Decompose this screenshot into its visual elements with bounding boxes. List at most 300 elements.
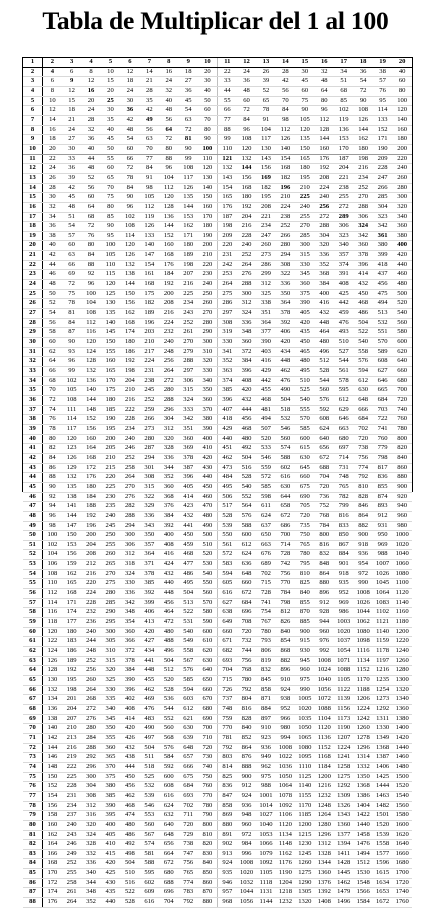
product-cell: 820: [198, 840, 217, 850]
product-cell: 228: [81, 598, 100, 608]
product-cell: 864: [315, 569, 334, 579]
product-cell: 416: [256, 357, 275, 367]
product-cell: 1596: [373, 859, 392, 869]
product-cell: 48: [42, 280, 61, 290]
product-cell: 408: [120, 704, 139, 714]
product-cell: 186: [120, 347, 139, 357]
product-cell: 1121: [373, 618, 392, 628]
product-cell: 240: [237, 241, 256, 251]
product-cell: 784: [276, 589, 295, 599]
product-cell: 1022: [276, 753, 295, 763]
product-cell: 1035: [295, 714, 314, 724]
product-cell: 819: [256, 656, 275, 666]
product-cell: 882: [276, 656, 295, 666]
product-cell: 15: [101, 77, 120, 87]
product-cell: 72: [179, 125, 198, 135]
product-cell: 440: [101, 898, 120, 908]
product-cell: 588: [237, 521, 256, 531]
product-cell: 704: [315, 473, 334, 483]
product-cell: 220: [198, 260, 217, 270]
product-cell: 738: [353, 444, 372, 454]
product-cell: 52: [256, 86, 275, 96]
product-cell: 705: [295, 502, 314, 512]
product-cell: 244: [81, 637, 100, 647]
product-cell: 864: [237, 743, 256, 753]
product-cell: 1110: [295, 762, 314, 772]
product-cell: 380: [101, 782, 120, 792]
product-cell: 264: [120, 473, 139, 483]
product-cell: 960: [237, 820, 256, 830]
product-cell: 760: [373, 434, 392, 444]
product-cell: 90: [120, 193, 139, 203]
product-cell: 250: [198, 289, 217, 299]
product-cell: 24: [81, 106, 100, 116]
product-cell: 36: [237, 77, 256, 87]
product-cell: 588: [140, 859, 159, 869]
product-cell: 525: [295, 386, 314, 396]
product-cell: 306: [179, 376, 198, 386]
product-cell: 1360: [392, 704, 412, 714]
product-cell: 1040: [315, 676, 334, 686]
product-cell: 18: [179, 67, 198, 77]
product-cell: 252: [179, 318, 198, 328]
product-cell: 913: [217, 849, 236, 859]
product-cell: 600: [198, 627, 217, 637]
product-cell: 88: [81, 260, 100, 270]
row-multiplier-cell: 52: [23, 550, 42, 560]
product-cell: 1232: [315, 791, 334, 801]
product-cell: 1036: [276, 762, 295, 772]
product-cell: 624: [237, 550, 256, 560]
product-cell: 112: [159, 183, 178, 193]
product-cell: 160: [315, 144, 334, 154]
table-row: [23, 328, 412, 338]
product-cell: 360: [295, 280, 314, 290]
product-cell: 114: [42, 598, 61, 608]
product-cell: 595: [140, 869, 159, 879]
product-cell: 690: [198, 714, 217, 724]
product-cell: 944: [315, 618, 334, 628]
product-cell: 840: [237, 724, 256, 734]
product-cell: 1500: [392, 772, 412, 782]
product-cell: 924: [237, 791, 256, 801]
product-cell: 584: [159, 753, 178, 763]
product-cell: 589: [373, 347, 392, 357]
product-cell: 1408: [315, 898, 334, 908]
product-cell: 549: [179, 637, 198, 647]
product-cell: 308: [276, 260, 295, 270]
product-cell: 182: [140, 299, 159, 309]
row-multiplier-cell: 15: [23, 193, 42, 203]
row-multiplier-cell: 72: [23, 743, 42, 753]
product-cell: 78: [120, 173, 139, 183]
product-cell: 378: [140, 569, 159, 579]
product-cell: 399: [373, 251, 392, 261]
product-cell: 108: [42, 569, 61, 579]
product-cell: 160: [159, 241, 178, 251]
product-cell: 1188: [353, 685, 372, 695]
product-cell: 650: [256, 531, 275, 541]
product-cell: 234: [120, 424, 139, 434]
table-row: [23, 849, 412, 859]
product-cell: 158: [42, 811, 61, 821]
product-cell: 1440: [392, 743, 412, 753]
product-cell: 224: [140, 357, 159, 367]
product-cell: 570: [295, 415, 314, 425]
product-cell: 121: [217, 154, 236, 164]
product-cell: 198: [62, 685, 81, 695]
product-cell: 96: [315, 106, 334, 116]
product-cell: 51: [62, 212, 81, 222]
product-cell: 135: [62, 482, 81, 492]
product-cell: 935: [217, 869, 236, 879]
product-cell: 250: [101, 531, 120, 541]
product-cell: 90: [42, 482, 61, 492]
product-cell: 528: [237, 473, 256, 483]
product-cell: 98: [42, 521, 61, 531]
product-cell: 324: [179, 395, 198, 405]
product-cell: 434: [140, 647, 159, 657]
product-cell: 33: [62, 154, 81, 164]
product-cell: 30: [42, 193, 61, 203]
product-cell: 174: [62, 608, 81, 618]
product-cell: 528: [120, 898, 139, 908]
product-cell: 156: [81, 424, 100, 434]
product-cell: 1054: [334, 647, 353, 657]
table-row: [23, 637, 412, 647]
product-cell: 816: [315, 540, 334, 550]
product-cell: 544: [334, 357, 353, 367]
product-cell: 1152: [353, 666, 372, 676]
product-cell: 825: [295, 579, 314, 589]
product-cell: 416: [315, 299, 334, 309]
product-cell: 1482: [373, 801, 392, 811]
product-cell: 216: [159, 309, 178, 319]
product-cell: 1584: [353, 898, 372, 908]
product-cell: 8: [42, 86, 61, 96]
product-cell: 1078: [276, 791, 295, 801]
product-cell: 54: [179, 106, 198, 116]
product-cell: 231: [217, 251, 236, 261]
product-cell: 396: [353, 260, 372, 270]
product-cell: 495: [179, 579, 198, 589]
table-row: [23, 222, 412, 232]
row-multiplier-cell: 82: [23, 840, 42, 850]
product-cell: 219: [62, 753, 81, 763]
product-cell: 1350: [353, 772, 372, 782]
product-cell: 558: [353, 347, 372, 357]
product-cell: 536: [159, 695, 178, 705]
product-cell: 18: [353, 58, 372, 67]
product-cell: 513: [373, 309, 392, 319]
product-cell: 468: [179, 550, 198, 560]
product-cell: 990: [353, 579, 372, 589]
product-cell: 365: [101, 753, 120, 763]
product-cell: 20: [42, 144, 61, 154]
product-cell: 112: [81, 318, 100, 328]
product-cell: 221: [256, 212, 275, 222]
product-cell: 440: [159, 579, 178, 589]
product-cell: 406: [140, 608, 159, 618]
row-multiplier-cell: 13: [23, 173, 42, 183]
product-cell: 100: [42, 531, 61, 541]
product-cell: 64: [159, 125, 178, 135]
product-cell: 348: [81, 888, 100, 898]
product-cell: 650: [198, 676, 217, 686]
product-cell: 530: [198, 560, 217, 570]
product-cell: 260: [81, 676, 100, 686]
product-cell: 860: [392, 463, 412, 473]
product-cell: 315: [101, 656, 120, 666]
product-cell: 576: [315, 395, 334, 405]
product-cell: 82: [42, 444, 61, 454]
product-cell: 1273: [373, 695, 392, 705]
product-cell: 30: [198, 77, 217, 87]
product-cell: 57: [62, 231, 81, 241]
product-cell: 497: [140, 733, 159, 743]
product-cell: 15: [62, 96, 81, 106]
product-cell: 108: [62, 395, 81, 405]
product-cell: 324: [353, 222, 372, 232]
product-cell: 616: [159, 791, 178, 801]
product-cell: 1155: [295, 791, 314, 801]
product-cell: 608: [315, 415, 334, 425]
product-cell: 1139: [334, 695, 353, 705]
product-cell: 657: [179, 753, 198, 763]
product-cell: 578: [334, 376, 353, 386]
table-row: [23, 714, 412, 724]
product-cell: 91: [140, 173, 159, 183]
product-cell: 1296: [315, 830, 334, 840]
product-cell: 560: [276, 434, 295, 444]
product-cell: 1071: [334, 656, 353, 666]
product-cell: 152: [81, 415, 100, 425]
product-cell: 666: [179, 762, 198, 772]
product-cell: 833: [334, 521, 353, 531]
product-cell: 324: [237, 309, 256, 319]
row-multiplier-cell: 9: [23, 135, 42, 145]
row-multiplier-cell: 63: [23, 656, 42, 666]
product-cell: 100: [198, 144, 217, 154]
product-cell: 300: [392, 193, 412, 203]
product-cell: 372: [237, 347, 256, 357]
product-cell: 96: [237, 125, 256, 135]
product-cell: 26: [42, 173, 61, 183]
product-cell: 72: [42, 395, 61, 405]
product-cell: 836: [217, 782, 236, 792]
product-cell: 320: [392, 202, 412, 212]
product-cell: 544: [315, 376, 334, 386]
product-cell: 171: [62, 598, 81, 608]
product-cell: 610: [198, 637, 217, 647]
product-cell: 350: [198, 386, 217, 396]
product-cell: 1102: [373, 608, 392, 618]
product-cell: 756: [353, 453, 372, 463]
product-cell: 348: [120, 608, 139, 618]
product-cell: 574: [276, 444, 295, 454]
product-cell: 702: [256, 569, 275, 579]
product-cell: 340: [198, 376, 217, 386]
product-cell: 357: [334, 251, 353, 261]
row-multiplier-cell: 37: [23, 405, 42, 415]
product-cell: 900: [392, 482, 412, 492]
product-cell: 603: [179, 695, 198, 705]
product-cell: 50: [101, 144, 120, 154]
product-cell: 255: [62, 869, 81, 879]
product-cell: 360: [237, 338, 256, 348]
product-cell: 252: [353, 183, 372, 193]
product-cell: 567: [179, 656, 198, 666]
product-cell: 1512: [353, 859, 372, 869]
product-cell: 270: [120, 482, 139, 492]
product-cell: 918: [334, 569, 353, 579]
product-cell: 86: [42, 463, 61, 473]
row-multiplier-cell: 66: [23, 685, 42, 695]
product-cell: 444: [120, 762, 139, 772]
product-cell: 104: [159, 173, 178, 183]
table-row: [23, 270, 412, 280]
product-cell: 150: [42, 772, 61, 782]
product-cell: 6: [120, 58, 139, 67]
product-cell: 108: [120, 222, 139, 232]
row-multiplier-cell: 41: [23, 444, 42, 454]
product-cell: 235: [101, 502, 120, 512]
product-cell: 342: [179, 415, 198, 425]
product-cell: 590: [198, 618, 217, 628]
product-cell: 120: [42, 627, 61, 637]
product-cell: 1100: [392, 579, 412, 589]
product-cell: 406: [276, 328, 295, 338]
product-cell: 456: [159, 598, 178, 608]
product-cell: 152: [373, 125, 392, 135]
product-cell: 344: [159, 463, 178, 473]
product-cell: 1026: [353, 598, 372, 608]
product-cell: 240: [315, 193, 334, 203]
multiplication-table: [23, 58, 412, 908]
row-multiplier-cell: 34: [23, 376, 42, 386]
product-cell: 576: [353, 357, 372, 367]
product-cell: 120: [62, 434, 81, 444]
product-cell: 880: [315, 579, 334, 589]
product-cell: 1062: [353, 618, 372, 628]
product-cell: 144: [81, 395, 100, 405]
product-cell: 156: [256, 164, 275, 174]
table-row: [23, 791, 412, 801]
product-cell: 391: [334, 270, 353, 280]
product-cell: 6: [42, 77, 61, 87]
product-cell: 52: [42, 299, 61, 309]
table-row: [23, 820, 412, 830]
product-cell: 230: [101, 492, 120, 502]
product-cell: 756: [179, 859, 198, 869]
product-cell: 414: [353, 270, 372, 280]
product-cell: 550: [198, 579, 217, 589]
product-cell: 574: [140, 840, 159, 850]
product-cell: 576: [159, 743, 178, 753]
product-cell: 160: [198, 202, 217, 212]
product-cell: 352: [159, 473, 178, 483]
product-cell: 296: [81, 762, 100, 772]
table-row: [23, 164, 412, 174]
product-cell: 720: [198, 743, 217, 753]
product-cell: 494: [256, 415, 275, 425]
table-row: [23, 695, 412, 705]
product-cell: 675: [295, 482, 314, 492]
product-cell: 237: [62, 811, 81, 821]
product-cell: 1258: [334, 762, 353, 772]
product-cell: 243: [62, 830, 81, 840]
product-cell: 200: [392, 144, 412, 154]
product-cell: 180: [120, 338, 139, 348]
product-cell: 1064: [276, 782, 295, 792]
product-cell: 490: [276, 386, 295, 396]
product-cell: 189: [179, 251, 198, 261]
product-cell: 216: [62, 743, 81, 753]
product-cell: 792: [179, 898, 198, 908]
product-cell: 210: [276, 193, 295, 203]
product-cell: 696: [159, 888, 178, 898]
product-cell: 80: [198, 125, 217, 135]
product-cell: 952: [334, 589, 353, 599]
product-cell: 500: [198, 531, 217, 541]
product-cell: 990: [295, 685, 314, 695]
product-cell: 528: [315, 367, 334, 377]
product-cell: 304: [315, 231, 334, 241]
product-cell: 1060: [392, 560, 412, 570]
product-cell: 342: [120, 598, 139, 608]
product-cell: 42: [276, 77, 295, 87]
product-cell: 231: [62, 791, 81, 801]
product-cell: 122: [42, 637, 61, 647]
product-cell: 792: [353, 473, 372, 483]
product-cell: 240: [101, 511, 120, 521]
product-cell: 44: [42, 260, 61, 270]
product-cell: 696: [237, 608, 256, 618]
product-cell: 1180: [392, 618, 412, 628]
table-row: [23, 241, 412, 251]
product-cell: 130: [101, 299, 120, 309]
product-cell: 1476: [353, 840, 372, 850]
product-cell: 270: [295, 222, 314, 232]
product-cell: 1008: [353, 589, 372, 599]
product-cell: 24: [62, 125, 81, 135]
product-cell: 928: [315, 608, 334, 618]
product-cell: 896: [315, 589, 334, 599]
product-cell: 780: [256, 627, 275, 637]
product-cell: 172: [81, 463, 100, 473]
product-cell: 260: [392, 173, 412, 183]
product-cell: 35: [140, 96, 159, 106]
product-cell: 8: [159, 58, 178, 67]
product-cell: 160: [101, 357, 120, 367]
product-cell: 30: [62, 144, 81, 154]
table-row: [23, 608, 412, 618]
product-cell: 416: [159, 550, 178, 560]
product-cell: 272: [81, 704, 100, 714]
product-cell: 80: [315, 96, 334, 106]
product-cell: 500: [392, 289, 412, 299]
product-cell: 70: [42, 386, 61, 396]
product-cell: 504: [276, 395, 295, 405]
product-cell: 352: [315, 260, 334, 270]
product-cell: 1292: [373, 704, 392, 714]
product-cell: 448: [315, 318, 334, 328]
table-row: [23, 395, 412, 405]
product-cell: 128: [315, 125, 334, 135]
table-row: [23, 830, 412, 840]
product-cell: 1088: [315, 704, 334, 714]
product-cell: 492: [120, 840, 139, 850]
